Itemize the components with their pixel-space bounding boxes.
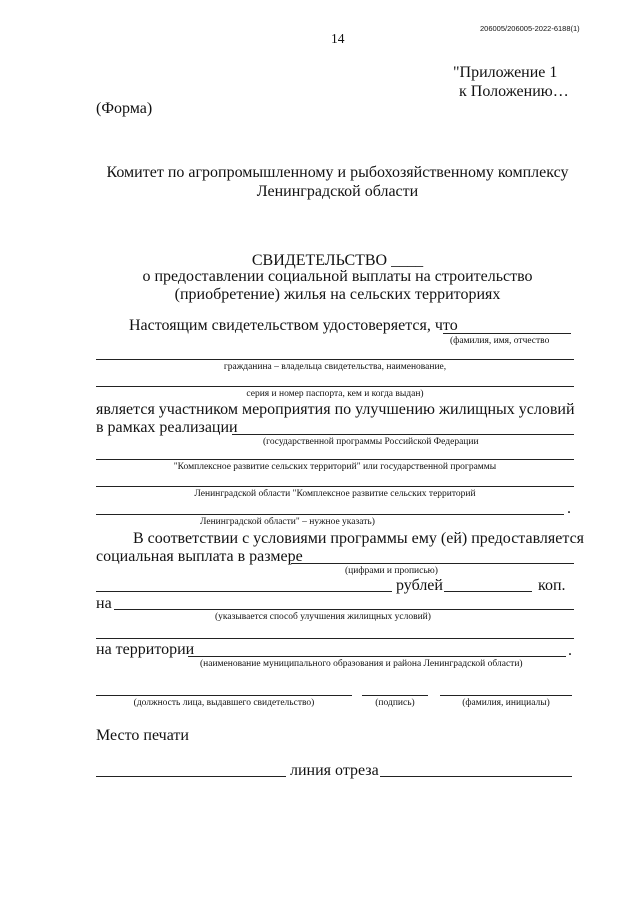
- rubles-label: рублей: [396, 577, 443, 594]
- certify-text: Настоящим свидетельством удостоверяется, что: [129, 317, 458, 334]
- seal-place: Место печати: [96, 727, 189, 744]
- period-1: .: [567, 500, 571, 517]
- amount-words-line: [96, 591, 392, 592]
- caption-citizen: гражданина – владельца свидетельства, наименование,: [223, 362, 447, 372]
- citizen-line: [96, 359, 574, 360]
- caption-complex: "Комплексное развитие сельских территорий" или государственной программы: [173, 462, 497, 472]
- kopecks-line: [444, 591, 532, 592]
- signature-line: [362, 695, 428, 696]
- period-2: .: [568, 642, 572, 659]
- territory-label: на территории: [96, 641, 195, 658]
- cut-line-right: [380, 776, 572, 777]
- method-line: [114, 609, 574, 610]
- amount-line: [291, 563, 574, 564]
- position-line: [96, 695, 352, 696]
- complex-line: [96, 459, 574, 460]
- document-id: 206005/206005-2022-6188(1): [480, 24, 580, 33]
- within-text: в рамках реализации: [96, 419, 238, 436]
- name-line: [440, 695, 572, 696]
- caption-signature: (подпись): [375, 698, 415, 708]
- caption-passport: серия и номер паспорта, кем и когда выдан): [246, 389, 424, 399]
- caption-method: (указывается способ улучшения жилищных условий): [215, 612, 431, 622]
- on-label: на: [96, 595, 112, 612]
- document-subtitle-1: о предоставлении социальной выплаты на строительство: [142, 268, 533, 285]
- cut-line-label: линия отреза: [290, 762, 379, 779]
- passport-line: [96, 386, 574, 387]
- form-label: (Форма): [96, 100, 153, 117]
- territory-line: [188, 656, 566, 657]
- committee-line-1: Комитет по агропромышленному и рыбохозяйственному комплексу: [106, 164, 569, 181]
- caption-lenobl-2: Ленинградской области" – нужное указать): [200, 517, 375, 527]
- payment-text: социальная выплата в размере: [96, 548, 303, 565]
- document-title: СВИДЕТЕЛЬСТВО ____: [251, 252, 424, 269]
- caption-lenobl: Ленинградской области "Комплексное развитие сельских территорий: [194, 489, 476, 499]
- caption-fio: (фамилия, имя, отчество: [450, 336, 550, 346]
- lenobl-line: [96, 486, 574, 487]
- caption-position: (должность лица, выдавшего свидетельство): [133, 698, 315, 708]
- lenobl-line-2: [96, 514, 564, 515]
- committee-line-2: Ленинградской области: [256, 183, 419, 200]
- participant-text: является участником мероприятия по улучшению жилищных условий: [96, 401, 575, 418]
- appendix-line-2: к Положению…: [459, 83, 569, 100]
- cut-line-left: [96, 776, 286, 777]
- appendix-line-1: "Приложение 1: [453, 64, 558, 81]
- caption-program: (государственной программы Российской Федерации: [263, 437, 479, 447]
- kopecks-label: коп.: [538, 577, 566, 594]
- page-number: 14: [331, 31, 345, 46]
- caption-municipal: (наименование муниципального образования и района Ленинградской области): [200, 659, 523, 669]
- document-subtitle-2: (приобретение) жилья на сельских территориях: [174, 286, 501, 303]
- program-line: [232, 434, 574, 435]
- fio-line: [443, 333, 571, 334]
- caption-amount: (цифрами и прописью): [345, 566, 438, 576]
- accordance-text: В соответствии с условиями программы ему (ей) предоставляется: [133, 530, 585, 547]
- caption-name: (фамилия, инициалы): [462, 698, 550, 708]
- method-line-2: [96, 638, 574, 639]
